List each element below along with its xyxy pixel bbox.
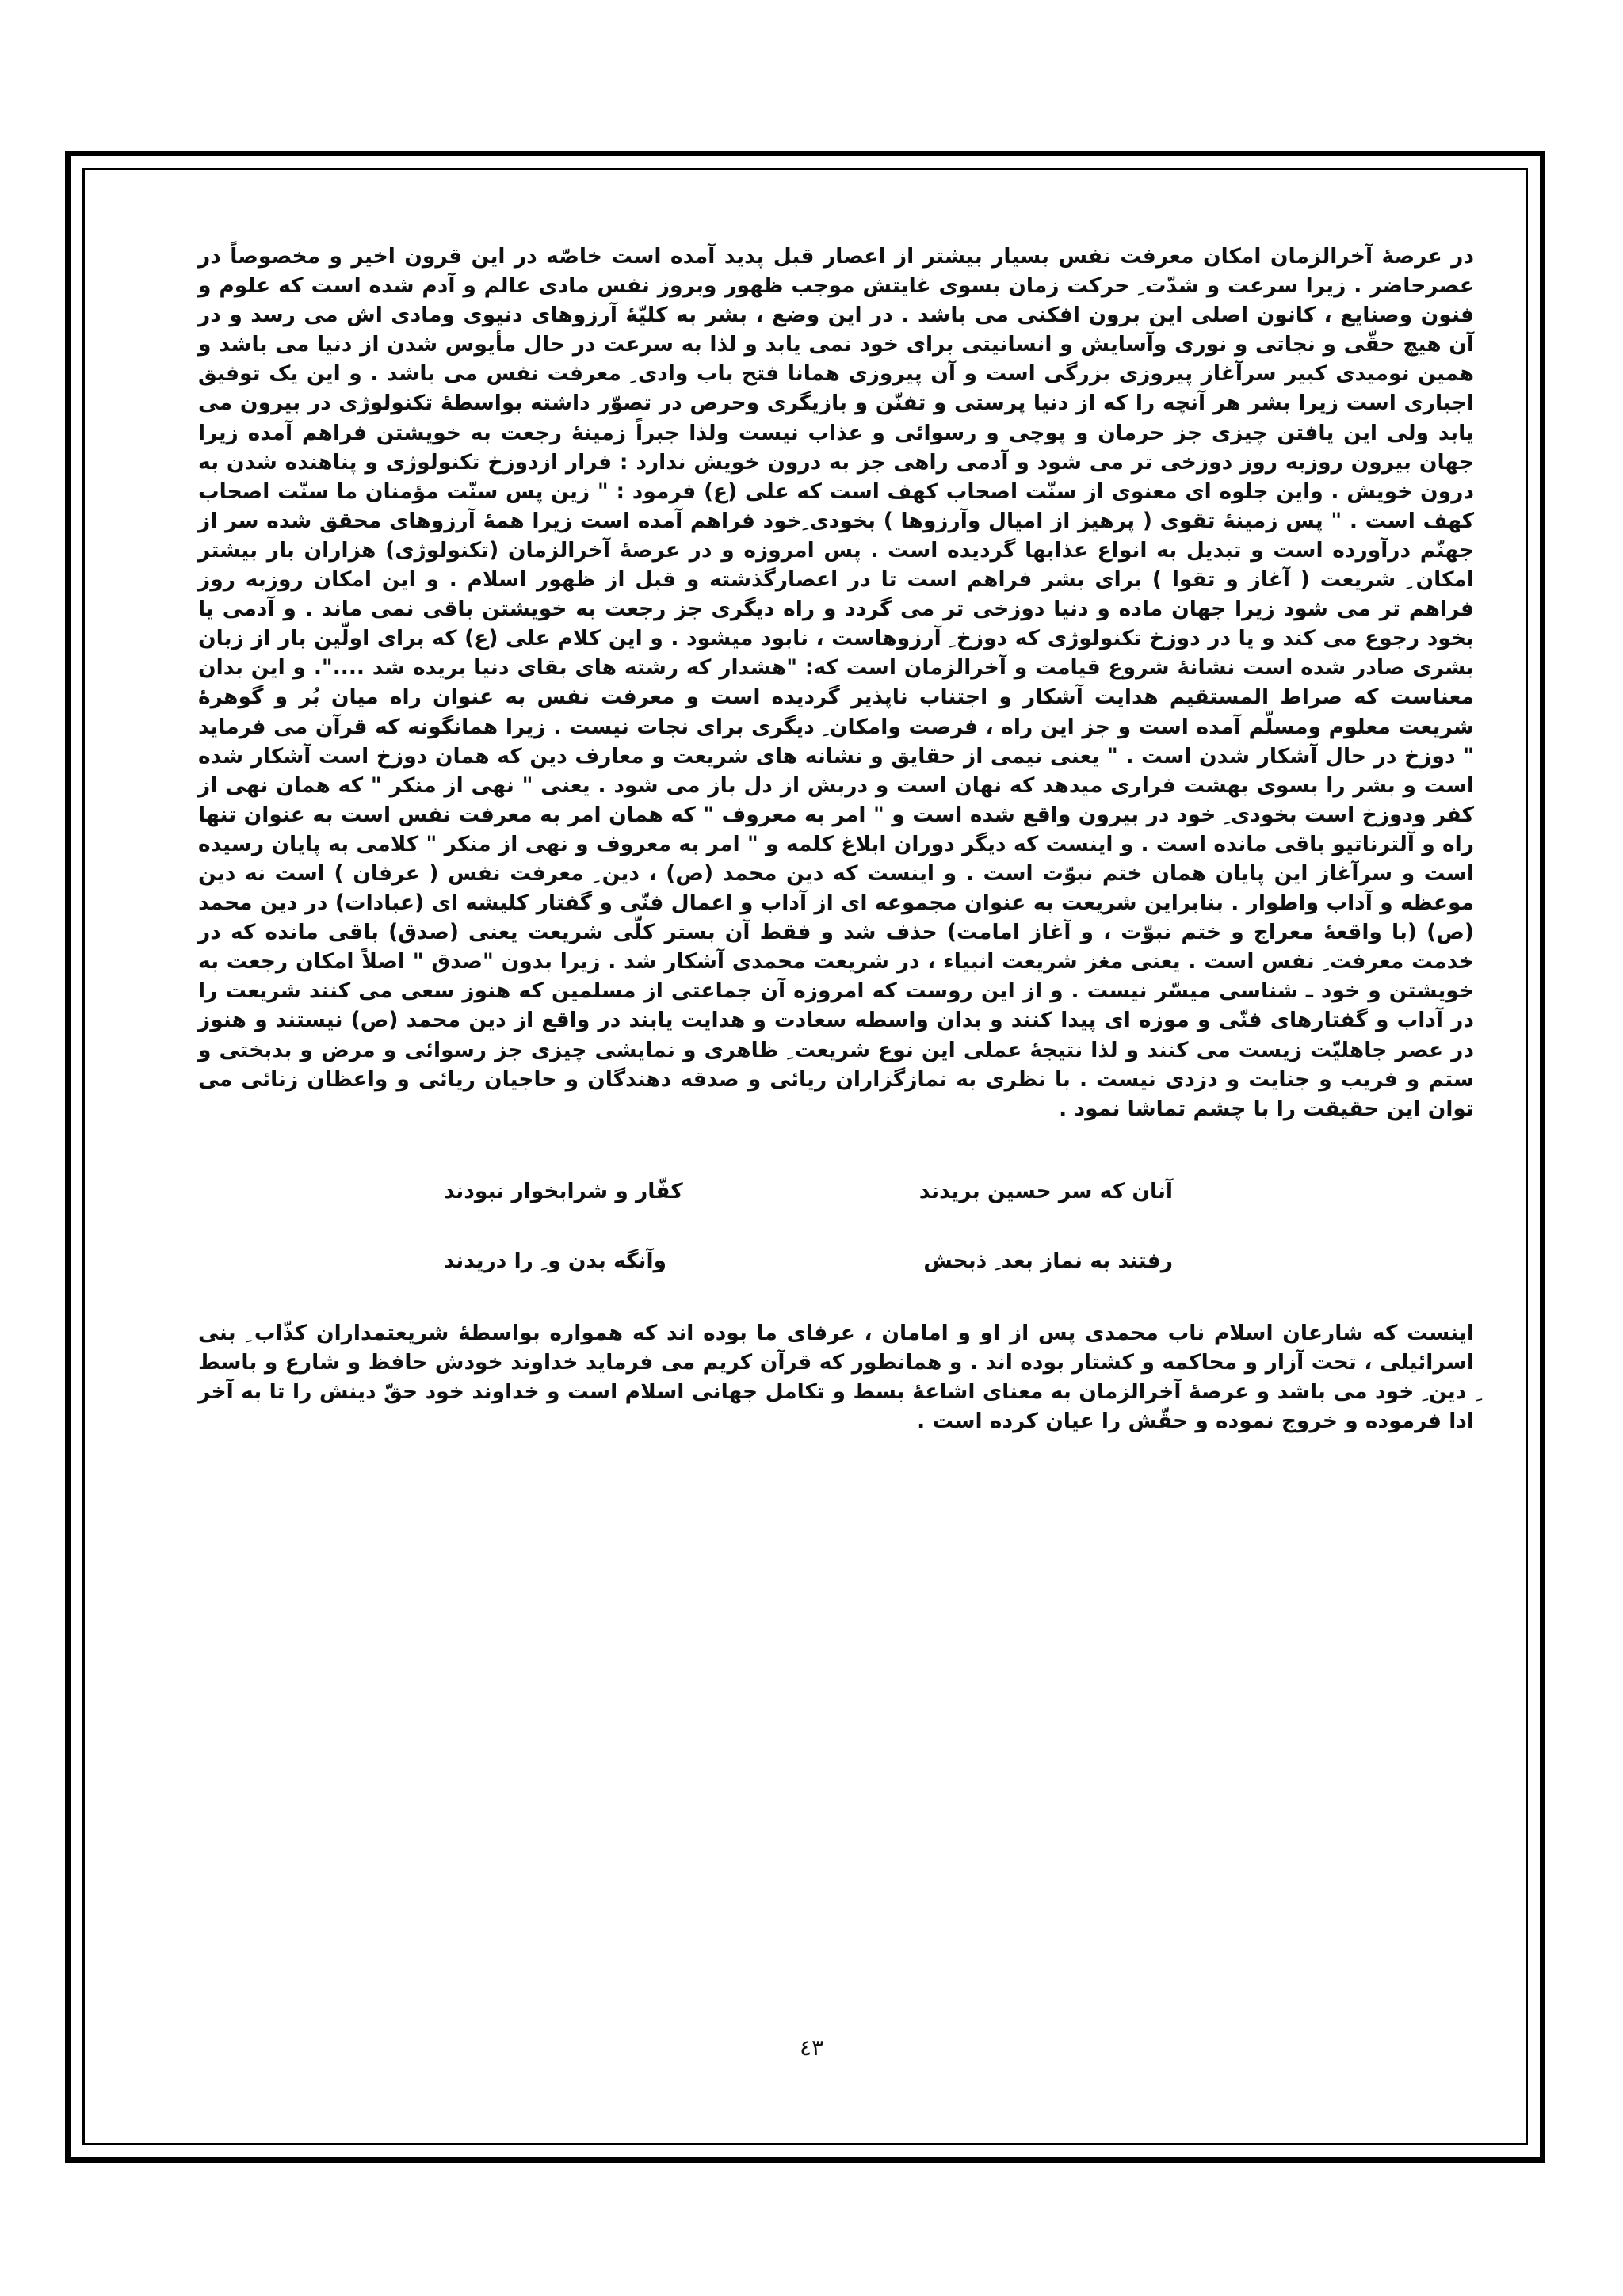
poem-verse-2-right: رفتند به نماز بعد ِ ذبحش [923, 1248, 1173, 1273]
main-paragraph: در عرصهٔ آخرالزمان امکان معرفت نفس بسیار بیشتر از اعصار قبل پدید آمده است خاصّه در این قرون اخیر و مخصوصاً در عصرحاضر . زیرا سرعت و شدّت ِ حرکت زمان بسوی غایتش موجب ظهور وبروز نفس مادی عالم و آدم شده است که علوم و فنون وصنایع ، کانون اصلی این برون افکنی می باشد . در این وضع ، بشر به کلیّهٔ آرزوهای دنیوی ومادی اش می رسد و در آن هیچ حقّی و نجاتی و نوری وآسایش و انسانیتی برای خود نمی یابد و لذا به سرعت در حال مأیوس شدن از دنیا می باشد و همین نومیدی کبیر سرآغاز پیروزی بزرگی است و آن پیروزی همانا فتح باب وادی ِ معرفت نفس می باشد . و این یک توفیق اجباری است زیرا بشر هر آنچه را که از دنیا پرستی و تفنّن و بازیگری وحرص در تصوّر داشته بواسطهٔ تکنولوژی در بیرون می یابد ولی این یافتن چیزی جز حرمان و پوچی و رسوائی و عذاب نیست ولذا جبراً زمینهٔ رجعت به خویشتن فراهم آمده زیرا جهان بیرون روزبه روز دوزخی تر می شود و آدمی راهی جز به درون خویش ندارد : فرار ازدوزخ تکنولوژی و پناهنده شدن به درون خویش . واین جلوه ای معنوی از سنّت اصحاب کهف است که علی (ع) فرمود : " زین پس سنّت مؤمنان ما سنّت اصحاب کهف است . " پس زمینهٔ تقوی ( پرهیز از امیال وآرزوها ) بخودی ِخود فراهم آمده است زیرا همهٔ آرزوهای محقق شده سر از جهنّم درآورده است و تبدیل به انواع عذابها گردیده است . پس امروزه و در عرصهٔ آخرالزمان (تکنولوژی) هزاران بار بیشتر امکان ِ شریعت ( آغاز و تقوا ) برای بشر فراهم است تا در اعصارگذشته و قبل از ظهور اسلام . و این امکان روزبه روز فراهم تر می شود زیرا جهان ماده و دنیا دوزخی تر می گردد و راه دیگری جز رجعت به خویشتن باقی نمی ماند . و آدمی یا بخود رجوع می کند و یا در دوزخ تکنولوژی که دوزخ ِ آرزوهاست ، نابود میشود . و این کلام علی (ع) که برای اولّین بار از زبان بشری صادر شده است نشانهٔ شروع قیامت و آخرالزمان است که: "هشدار که رشته های بقای دنیا بریده شد ....". و این بدان معناست که صراط المستقیم هدایت آشکار و اجتناب ناپذیر گردیده است و معرفت نفس به عنوان راه میان بُر و گوهرهٔ شریعت معلوم ومسلّم آمده است و جز این راه ، فرصت وامکان ِ دیگری برای نجات نیست . زیرا همانگونه که قرآن می فرماید " دوزخ در حال آشکار شدن است . " یعنی نیمی از حقایق و نشانه های شریعت و معارف دین که همان دوزخ است آشکار شده است و بشر را بسوی بهشت فراری میدهد که نهان است و دربش از دل باز می شود . یعنی " نهی از منکر " که همان نهی از کفر ودوزخ است بخودی ِ خود در بیرون واقع شده است و " امر به معروف " که همان امر به معرفت نفس است به عنوان تنها راه و آلترناتیو باقی مانده است . و اینست که دیگر دوران ابلاغ کلمه و " امر به معروف و نهی از منکر " کلامی به پایان رسیده است و سرآغاز این پایان همان ختم نبوّت است . و اینست که دین محمد (ص) ، دین ِ معرفت نفس ( عرفان ) است نه دین موعظه و آداب واطوار . بنابراین شریعت به عنوان مجموعه ای از آداب و اعمال فنّی و گفتار کلیشه ای (عبادات) در دین محمد (ص) (با واقعهٔ معراج و ختم نبوّت ، و آغاز امامت) حذف شد و فقط آن بستر کلّی شریعت یعنی (صدق) باقی مانده که در خدمت معرفت ِ نفس است . یعنی مغز شریعت انبیاء ، در شریعت محمدی آشکار شد . زیرا بدون "صدق " اصلاً امکان رجعت به خویشتن و خود ـ شناسی میسّر نیست . و از این روست که امروزه آن جماعتی از مسلمین که هنوز سعی می کنند شریعت را در آداب و گفتارهای فنّی و موزه ای پیدا کنند و بدان واسطه سعادت و هدایت یابند در واقع از دین محمد (ص) نیستند و هنوز در عصر جاهلیّت زیست می کنند و لذا نتیجهٔ عملی این نوع شریعت ِ ظاهری و نمایشی چیزی جز رسوائی و مرض و بدبختی و ستم و فریب و جنایت و دزدی نیست . با نظری به نمازگزاران ریائی و صدقه دهندگان و حاجیان ریائی و واعظان زنائی می توان این حقیقت را با چشم تماشا نمود . [198, 244, 1474, 1121]
poem-verse-1-left: کفّار و شرابخوار نبودند [444, 1178, 683, 1203]
poem-verse-2 [198, 1242, 1474, 1280]
page-number: ٤٣ [799, 2035, 824, 2061]
page-content [198, 242, 1474, 1436]
poem-verse-1 [198, 1173, 1474, 1211]
poem-verse-2-left: وآنگه بدن و ِ را دریدند [444, 1248, 667, 1273]
poem-verse-1-right: آنان که سر حسین بریدند [918, 1178, 1173, 1203]
poem [198, 1173, 1474, 1280]
closing-paragraph: اینست که شارعان اسلام ناب محمدی پس از او و امامان ، عرفای ما بوده اند که همواره بواسطهٔ شریعتمداران کذّاب ِ بنی اسرائیلی ، تحت آزار و محاکمه و کشتار بوده اند . و همانطور که قرآن کریم می فرماید خداوند خودش حافظ و شارع و باسط ِ دین ِ خود می باشد و عرصهٔ آخرالزمان به معنای اشاعهٔ بسط و تکامل جهانی اسلام است و خداوند خود حقّ دینش را تا به آخر ادا فرموده و خروج نموده و حقّش را عیان کرده است . [198, 1320, 1474, 1434]
